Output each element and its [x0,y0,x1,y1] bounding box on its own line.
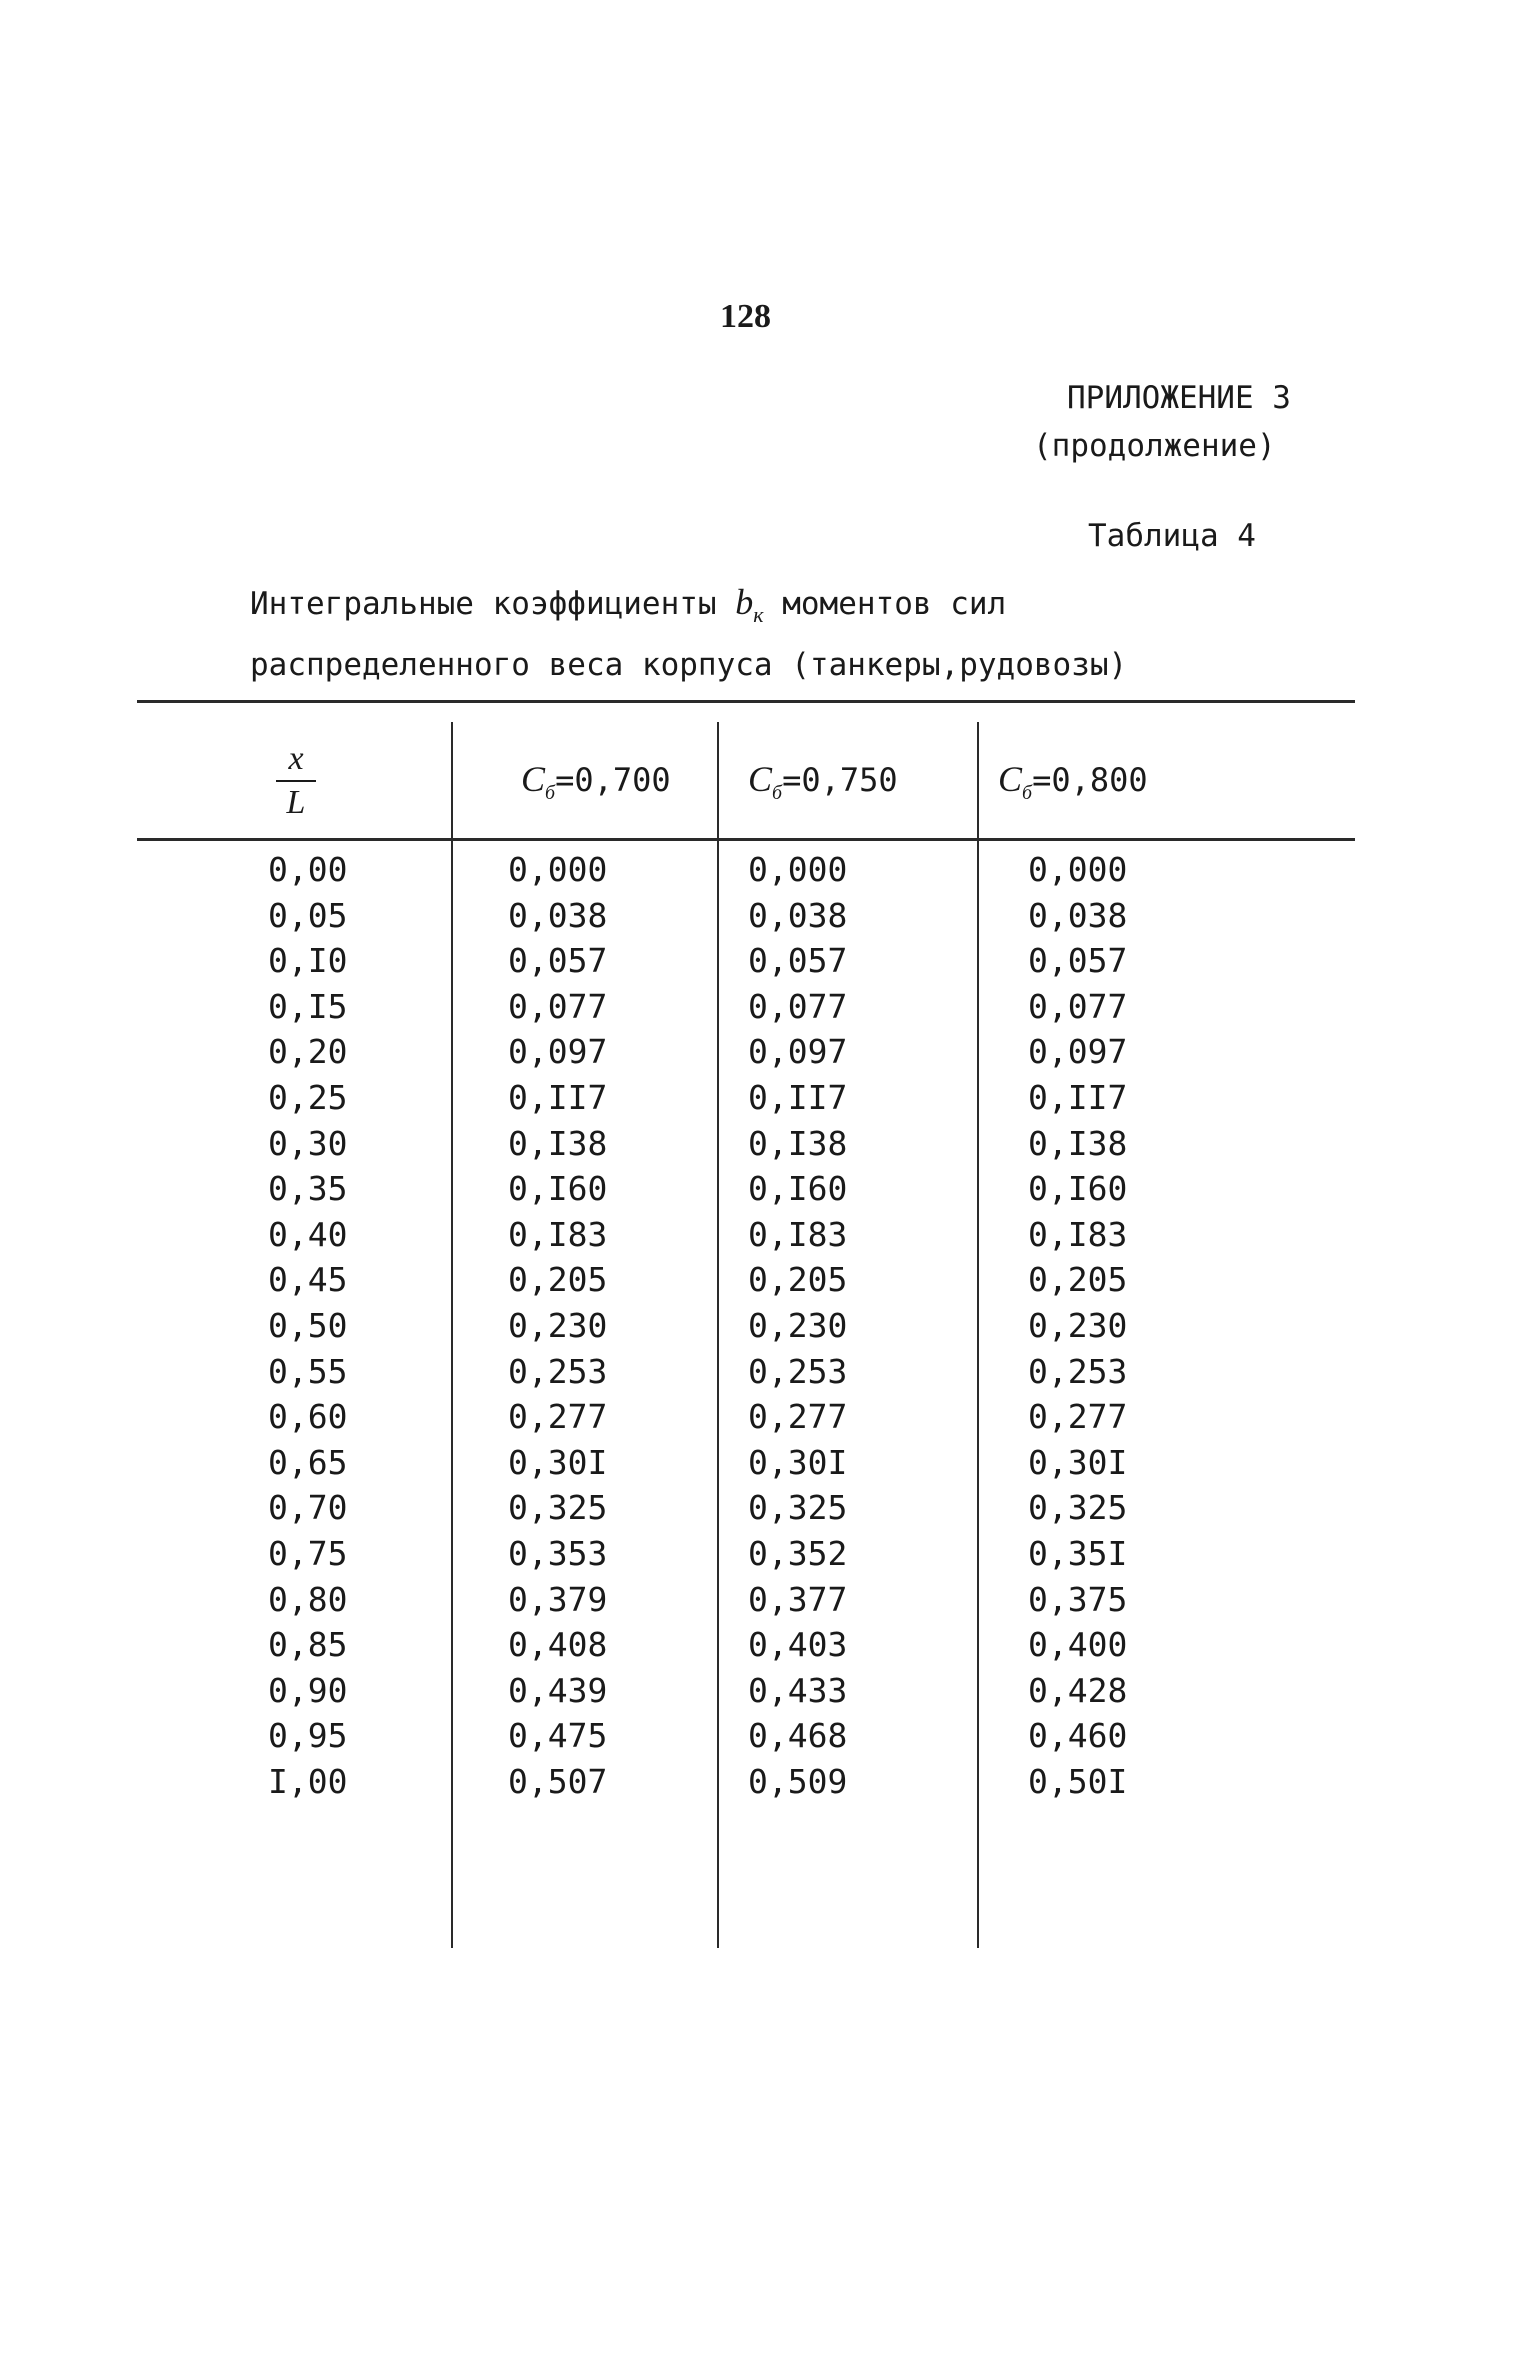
caption-text-after: моментов сил [763,586,1007,622]
cb-0700-value: 0,205 [508,1260,608,1299]
column-divider-2 [717,722,719,1948]
x-over-l-value: 0,75 [268,1534,348,1573]
table-top-rule [137,700,1355,703]
cb-0800-value: 0,30I [1028,1443,1128,1482]
cb-0800-value: 0,277 [1028,1397,1128,1436]
cb-0700-value: 0,I38 [508,1124,608,1163]
cb-0750-value: 0,205 [748,1260,848,1299]
cb-0750-value: 0,277 [748,1397,848,1436]
cb-0800-value: 0,077 [1028,987,1128,1026]
cb-0750-value: 0,I60 [748,1169,848,1208]
cb-0800-value: 0,II7 [1028,1078,1128,1117]
table-label: Таблица 4 [1088,518,1256,554]
cb-0700-value: 0,057 [508,941,608,980]
column-header-cb-2: $C_б=0,750$ [748,759,898,805]
x-over-l-value: 0,I5 [268,987,348,1026]
x-over-l-value: 0,00 [268,850,348,889]
cb-0800-value: 0,375 [1028,1580,1128,1619]
table-caption [250,577,1127,690]
x-over-l-value: 0,I0 [268,941,348,980]
cb-0800-value: 0,000 [1028,850,1128,889]
cb-0800-value: 0,I38 [1028,1124,1128,1163]
cb-0700-value: 0,II7 [508,1078,608,1117]
cb-0800-value: 0,325 [1028,1488,1128,1527]
fraction-bar [276,780,316,782]
x-over-l-value: 0,85 [268,1625,348,1664]
header-bottom-rule [137,838,1355,841]
cb-0750-value: 0,097 [748,1032,848,1071]
cb-0800-value: 0,460 [1028,1716,1128,1755]
x-over-l-value: 0,45 [268,1260,348,1299]
cb-0800-value: 0,230 [1028,1306,1128,1345]
x-over-l-value: 0,70 [268,1488,348,1527]
cb-0700-value: 0,379 [508,1580,608,1619]
cb-0750-value: 0,468 [748,1716,848,1755]
caption-text-before: Интегральные коэффициенты [250,586,736,622]
x-over-l-header [268,740,324,822]
cb-0750-value: 0,077 [748,987,848,1026]
appendix-title: ПРИЛОЖЕНИЕ 3 [1067,380,1291,416]
column-header-cb-1: $C_б=0,700$ [521,759,671,805]
caption-line-1 [250,577,1127,640]
x-over-l-value: 0,50 [268,1306,348,1345]
x-over-l-value: 0,25 [268,1078,348,1117]
cb-0750-value: 0,057 [748,941,848,980]
cb-0700-value: 0,I60 [508,1169,608,1208]
cb-0750-value: 0,433 [748,1671,848,1710]
x-over-l-value: 0,35 [268,1169,348,1208]
cb-0700-value: 0,077 [508,987,608,1026]
cb-0800-value: 0,I60 [1028,1169,1128,1208]
cb-0800-value: 0,205 [1028,1260,1128,1299]
cb-0750-value: 0,000 [748,850,848,889]
cb-0750-value: 0,038 [748,896,848,935]
coefficient-symbol: $b_к$ [735,582,764,628]
caption-line-2: распределенного веса корпуса (танкеры,рудовозы) [250,647,1128,684]
cb-0700-value: 0,30I [508,1443,608,1482]
cb-0700-value: 0,325 [508,1488,608,1527]
x-over-l-value: 0,40 [268,1215,348,1254]
cb-0700-value: 0,230 [508,1306,608,1345]
cb-0800-value: 0,I83 [1028,1215,1128,1254]
cb-0750-value: 0,II7 [748,1078,848,1117]
cb-0700-value: 0,507 [508,1762,608,1801]
x-over-l-value: I,00 [268,1762,348,1801]
cb-0700-value: 0,000 [508,850,608,889]
fraction-denominator: L [286,784,306,821]
cb-0800-value: 0,400 [1028,1625,1128,1664]
cb-0750-value: 0,509 [748,1762,848,1801]
x-over-l-value: 0,80 [268,1580,348,1619]
cb-0800-value: 0,253 [1028,1352,1128,1391]
column-divider-3 [977,722,979,1948]
cb-0750-value: 0,352 [748,1534,848,1573]
x-over-l-value: 0,20 [268,1032,348,1071]
cb-0750-value: 0,377 [748,1580,848,1619]
x-over-l-value: 0,65 [268,1443,348,1482]
x-over-l-value: 0,90 [268,1671,348,1710]
x-over-l-value: 0,55 [268,1352,348,1391]
cb-0700-value: 0,253 [508,1352,608,1391]
x-over-l-value: 0,05 [268,896,348,935]
cb-0700-value: 0,353 [508,1534,608,1573]
cb-0700-value: 0,277 [508,1397,608,1436]
cb-0800-value: 0,097 [1028,1032,1128,1071]
fraction-numerator: x [288,740,304,777]
page-number: 128 [720,298,771,335]
cb-0800-value: 0,428 [1028,1671,1128,1710]
cb-0800-value: 0,038 [1028,896,1128,935]
appendix-continuation: (продолжение) [1033,428,1276,464]
cb-0750-value: 0,403 [748,1625,848,1664]
cb-0750-value: 0,I38 [748,1124,848,1163]
x-over-l-value: 0,95 [268,1716,348,1755]
column-header-cb-3: $C_б=0,800$ [998,759,1148,805]
x-over-l-value: 0,30 [268,1124,348,1163]
cb-0750-value: 0,230 [748,1306,848,1345]
cb-0700-value: 0,439 [508,1671,608,1710]
cb-0800-value: 0,057 [1028,941,1128,980]
cb-0700-value: 0,038 [508,896,608,935]
column-divider-1 [451,722,453,1948]
cb-0700-value: 0,I83 [508,1215,608,1254]
cb-0700-value: 0,475 [508,1716,608,1755]
cb-0750-value: 0,253 [748,1352,848,1391]
x-over-l-value: 0,60 [268,1397,348,1436]
cb-0750-value: 0,325 [748,1488,848,1527]
cb-0750-value: 0,I83 [748,1215,848,1254]
cb-0800-value: 0,35I [1028,1534,1128,1573]
cb-0700-value: 0,097 [508,1032,608,1071]
cb-0700-value: 0,408 [508,1625,608,1664]
cb-0800-value: 0,50I [1028,1762,1128,1801]
cb-0750-value: 0,30I [748,1443,848,1482]
